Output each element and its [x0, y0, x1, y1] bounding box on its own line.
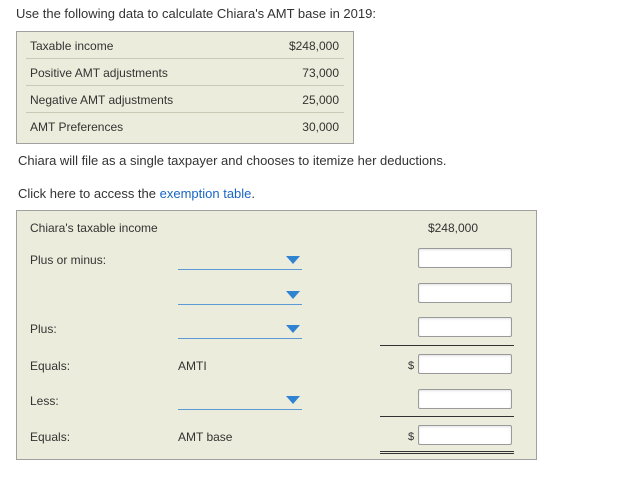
exemption-table-link[interactable]: exemption table: [159, 186, 252, 201]
given-row-value: $248,000: [288, 39, 339, 53]
subtotal-rule: [380, 345, 514, 346]
given-row-value: 25,000: [302, 93, 339, 107]
amti-input[interactable]: [418, 354, 512, 374]
given-data-table: [16, 31, 354, 144]
dollar-sign: $: [408, 360, 415, 372]
given-row-label: Taxable income: [30, 39, 114, 53]
amount-input-2[interactable]: [418, 283, 512, 303]
given-row-value: 30,000: [302, 120, 339, 134]
amount-input-1[interactable]: [418, 248, 512, 268]
equals-label: Equals:: [30, 359, 71, 373]
exemption-dropdown[interactable]: [178, 391, 302, 410]
amt-base-label: AMT base: [178, 430, 233, 444]
given-row-label: Positive AMT adjustments: [30, 66, 168, 80]
exemption-link-line: [18, 186, 255, 201]
total-double-rule: [380, 451, 514, 454]
taxable-income-label: Chiara's taxable income: [30, 221, 158, 235]
plus-label: Plus:: [30, 322, 57, 336]
exemption-input[interactable]: [418, 389, 512, 409]
given-row-label: AMT Preferences: [30, 120, 124, 134]
dollar-sign: $: [408, 431, 415, 443]
subtotal-rule: [380, 416, 514, 417]
given-row: [17, 91, 353, 113]
taxable-income-value: $248,000: [427, 221, 478, 235]
given-row: [17, 37, 353, 59]
link-prefix: Click here to access the: [18, 186, 160, 201]
given-row: [17, 118, 353, 140]
adjustment-dropdown-1[interactable]: [178, 251, 302, 270]
filing-status-text: Chiara will file as a single taxpayer and chooses to itemize her deductions.: [18, 153, 447, 168]
plus-or-minus-label: Plus or minus:: [30, 253, 107, 267]
amti-label: AMTI: [178, 359, 207, 373]
link-suffix: .: [251, 186, 256, 201]
amt-base-input[interactable]: [418, 425, 512, 445]
adjustment-dropdown-3[interactable]: [178, 320, 302, 339]
row-divider: [26, 58, 344, 59]
amt-worksheet: [16, 210, 537, 460]
adjustment-dropdown-2[interactable]: [178, 286, 302, 305]
chevron-down-icon: [286, 396, 300, 404]
given-row: [17, 64, 353, 86]
chevron-down-icon: [286, 256, 300, 264]
equals-label: Equals:: [30, 430, 71, 444]
less-label: Less:: [30, 394, 59, 408]
row-divider: [26, 85, 344, 86]
given-row-label: Negative AMT adjustments: [30, 93, 174, 107]
instructions-text: Use the following data to calculate Chiara's AMT base in 2019:: [16, 6, 376, 21]
amount-input-3[interactable]: [418, 317, 512, 337]
row-divider: [26, 112, 344, 113]
chevron-down-icon: [286, 325, 300, 333]
chevron-down-icon: [286, 291, 300, 299]
given-row-value: 73,000: [302, 66, 339, 80]
